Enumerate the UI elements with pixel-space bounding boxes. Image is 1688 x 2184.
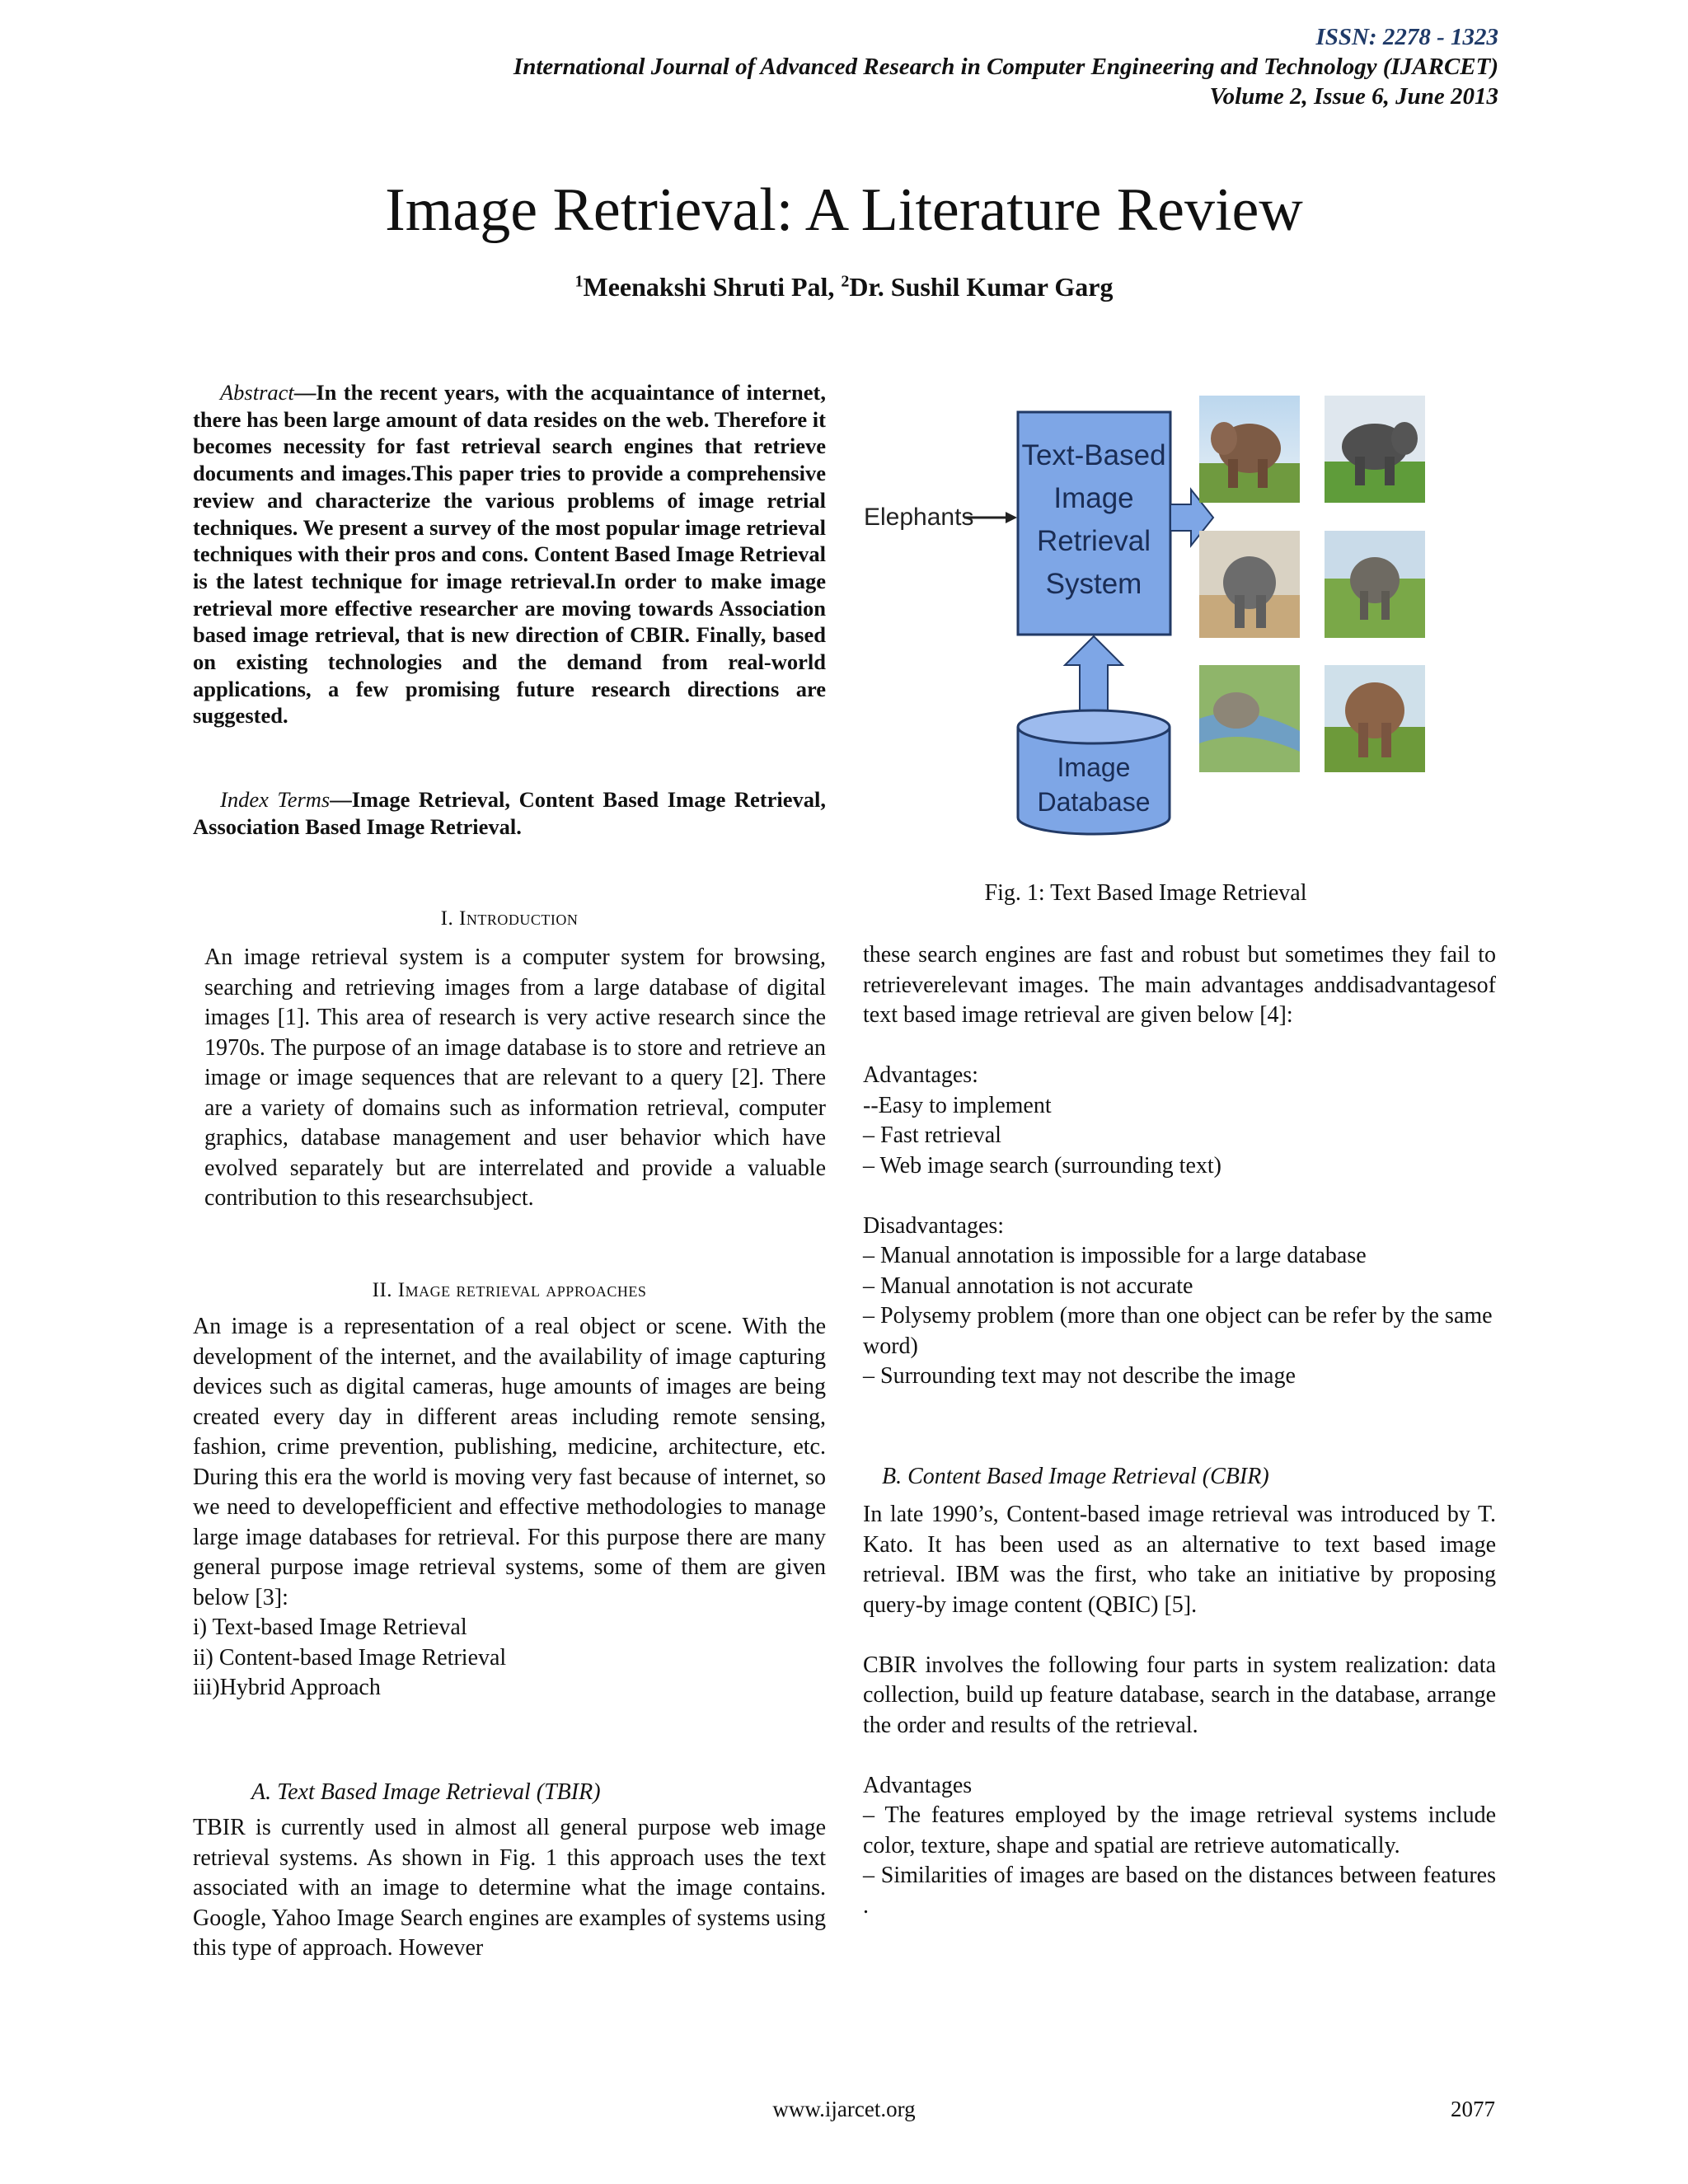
footer-url: www.ijarcet.org xyxy=(772,2097,916,2121)
journal-name: International Journal of Advanced Research in Computer Engineering and Technology (IJARCET) xyxy=(513,54,1498,80)
input-arrow-head xyxy=(1006,512,1017,523)
abstract-label: Abstract xyxy=(220,380,294,405)
database-arrow xyxy=(1065,636,1123,710)
approaches-section xyxy=(193,1312,826,1704)
page-number: 2077 xyxy=(1451,2097,1495,2121)
disadvantage-item-3: – Polysemy problem (more than one object can be refer by the same word) xyxy=(863,1303,1493,1359)
approach-item-3: iii)Hybrid Approach xyxy=(193,1675,381,1700)
author-2: Dr. Sushil Kumar Garg xyxy=(849,272,1114,302)
figure-1 xyxy=(857,356,1434,875)
approach-item-2: ii) Content-based Image Retrieval xyxy=(193,1644,507,1671)
disadvantages-label: Disadvantages: xyxy=(863,1212,1005,1239)
tbir-diagram xyxy=(857,356,1434,875)
elephant-photo-6 xyxy=(1325,665,1425,772)
input-label: Elephants xyxy=(864,504,974,531)
advantages-label: Advantages: xyxy=(863,1062,978,1088)
advantage-item-2: – Fast retrieval xyxy=(863,1122,1001,1148)
disadvantage-item-4: – Surrounding text may not describe the image xyxy=(863,1363,1296,1389)
elephant-photo-1 xyxy=(1199,396,1300,503)
approaches-paragraph: An image is a representation of a real object or scene. With the development of the internet, and the availability of image capturing devices such as digital cameras, huge amounts of images are being created every day in different areas including remote sensing, fashion, crime prevention, publishing, medicine, architecture, etc. During this era the world is moving very fast because of internet, so we need to developefficient and effective methodologies to manage large image databases for retrieval. For this purpose there are many general purpose image retrieval systems, some of them are given below [3]: xyxy=(193,1314,826,1610)
advantage-item-1: --Easy to implement xyxy=(863,1092,1052,1118)
database-line-1: Image xyxy=(1057,752,1131,782)
elephant-photo-3 xyxy=(1199,531,1300,638)
disadvantage-item-2: – Manual annotation is not accurate xyxy=(863,1272,1193,1299)
database-top xyxy=(1018,710,1170,743)
paper-title: Image Retrieval: A Literature Review xyxy=(385,176,1303,244)
advantage-item-3: – Web image search (surrounding text) xyxy=(863,1152,1221,1179)
approach-item-1: i) Text-based Image Retrieval xyxy=(193,1615,467,1640)
introduction-paragraph: An image retrieval system is a computer system for browsing, searching and retrieving images from a large database of digital images [1]. This area of research is very active research since the 1970s. The purpose of an image database is to store and retrieve an image or image sequences that are relevant to a query [2]. There are a variety of domains such as information retrieval, computer graphics, database management and user behavior which have evolved separately but are interrelated and provide a valuable contribution to this researchsubject. xyxy=(204,944,826,1211)
database-line-2: Database xyxy=(1037,787,1151,817)
system-line-1: Text-Based xyxy=(1021,439,1166,471)
abstract-text: —In the recent years, with the acquaintance of internet, there has been large amount of data resides on the web. Therefore it becomes necessity for fast retrieval search engines that retrieve documents and images.This paper tries to provide a comprehensive review and characterize the various problems of image retrial techniques. We present a survey of the most popular image retrieval techniques with their pros and cons. Content Based Image Retrieval is the latest technique for image retrieval.In order to make image retrieval more effective researcher are moving towards Association based image retrieval, that is new direction of CBIR. Finally, based on existing technologies and the demand from real-world applications, a few promising future research directions are suggested. xyxy=(193,380,826,729)
figure-caption: Fig. 1: Text Based Image Retrieval xyxy=(984,880,1307,906)
journal-volume: Volume 2, Issue 6, June 2013 xyxy=(1209,83,1498,110)
author-2-marker: 2 xyxy=(841,272,850,291)
elephant-photo-5 xyxy=(1199,665,1300,772)
right-column-bottom xyxy=(863,1500,1496,1921)
cbir-advantage-1: – The features employed by the image retrieval systems include color, texture, shape and spatial are retrieve automatically. xyxy=(863,1802,1496,1858)
right-column-top xyxy=(863,940,1496,1392)
system-line-2: Image xyxy=(1053,482,1134,514)
index-terms-text: —Image Retrieval, Content Based Image Retrieval, Association Based Image Retrieval. xyxy=(193,787,826,839)
elephant-photo-2 xyxy=(1325,396,1425,503)
issn-header: ISSN: 2278 - 1323 xyxy=(1315,24,1498,50)
cbir-advantage-2: – Similarities of images are based on the distances between features . xyxy=(863,1863,1496,1919)
elephant-photo-4 xyxy=(1325,531,1425,638)
cbir-paragraph-1: In late 1990’s, Content-based image retrieval was introduced by T. Kato. It has been used as an alternative to text based image retrieval. IBM was the first, who take an initiative by proposing query-by image content (QBIC) [5]. xyxy=(863,1502,1496,1618)
author-1-marker: 1 xyxy=(574,272,584,291)
cbir-advantages-label: Advantages xyxy=(863,1772,973,1798)
cbir-paragraph-2: CBIR involves the following four parts in system realization: data collection, build up feature database, search in the database, arrange the order and results of the retrieval. xyxy=(863,1652,1496,1738)
section-heading-introduction: I. Introduction xyxy=(440,907,579,930)
index-terms xyxy=(193,786,826,840)
section-heading-approaches: II. Image retrieval approaches xyxy=(372,1279,647,1301)
subsection-heading-cbir: B. Content Based Image Retrieval (CBIR) xyxy=(882,1464,1269,1489)
disadvantage-item-1: – Manual annotation is impossible for a large database xyxy=(863,1243,1367,1268)
tbir-continued: these search engines are fast and robust but sometimes they fail to retrieverelevant images. The main advantages anddisadvantagesof text based image retrieval are given below [4]: xyxy=(863,942,1496,1028)
tbir-paragraph: TBIR is currently used in almost all general purpose web image retrieval systems. As shown in Fig. 1 this approach uses the text associated with an image to determine what the image contains. Google, Yahoo Image Search engines are examples of systems using this type of approach. However xyxy=(193,1815,826,1961)
authors xyxy=(0,272,1688,302)
abstract xyxy=(193,379,826,729)
index-terms-label: Index Terms xyxy=(220,787,331,812)
author-1: Meenakshi Shruti Pal, xyxy=(583,272,842,302)
system-line-4: System xyxy=(1045,568,1142,600)
system-line-3: Retrieval xyxy=(1036,525,1151,557)
subsection-heading-tbir: A. Text Based Image Retrieval (TBIR) xyxy=(251,1779,601,1805)
